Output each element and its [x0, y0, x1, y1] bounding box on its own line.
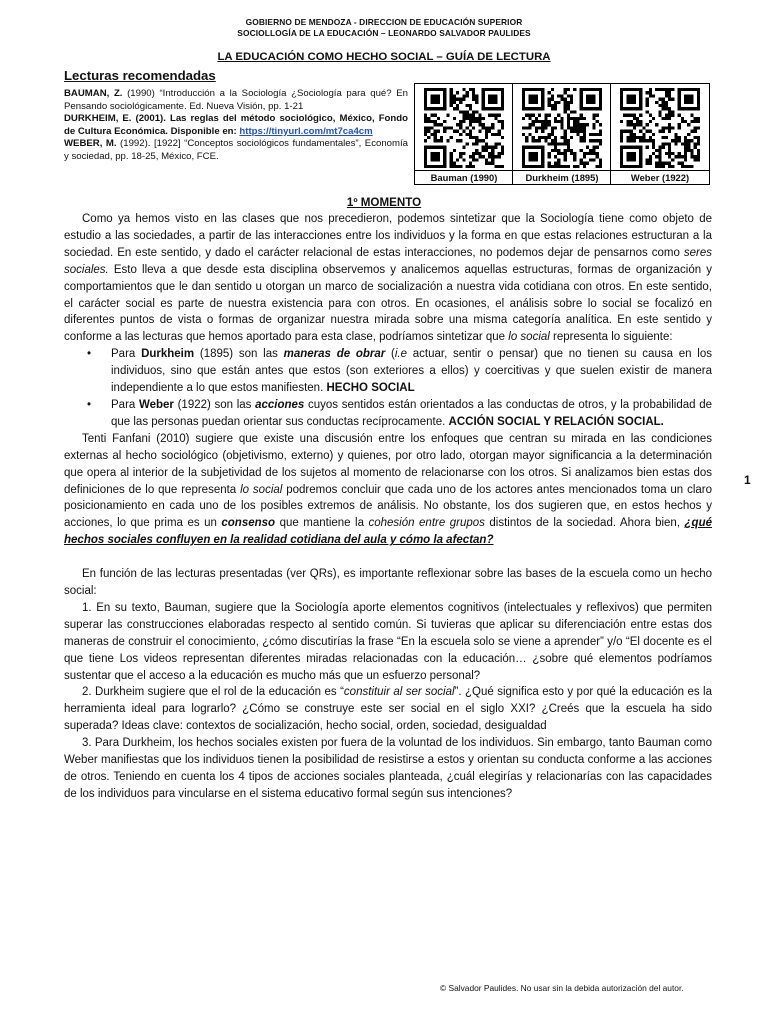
ref-weber: WEBER, M. (1992). [1922] “Conceptos sociológicos fundamentales”, Economía y sociedad, pp. 18-25, México, FCE. [64, 138, 408, 162]
question-3: 3. Para Durkheim, los hechos sociales existen por fuera de la voluntad de los individuos. Sin embargo, tanto Bauman como Weber manifiestas que los individuos tienen la posibilidad de resistirse a estos y orientan su conducta conforme a las acciones de otros. Teniendo en cuenta los 4 tipos de acciones sociales planteada, ¿cuál elegirías y relacionarías con las capacidades de los individuos para vincularse en el sistema educativo formal según sus intenciones? [64, 737, 712, 800]
qr-box-durkheim[interactable] [512, 83, 612, 185]
list-item-durkheim: • Para Durkheim (1895) son las maneras de obrar (i.e actuar, sentir o pensar) que no tienen su causa en los individuos, sino que están antes que estos (son exteriores a ellos) y coercitivas y que suelen existir de manera independiente a lo que estos manifiesten. HECHO SOCIAL [87, 348, 712, 395]
qr-box-bauman[interactable] [414, 83, 514, 185]
qr-caption: Bauman (1990) [415, 170, 513, 184]
footer-copyright: © Salvador Paulides. No usar sin la debida autorización del autor. [440, 983, 684, 993]
paragraph-reflexion: En función de las lecturas presentadas (ver QRs), es importante reflexionar sobre las bases de la escuela como un hecho social: [64, 568, 712, 598]
qr-code-icon [620, 88, 700, 168]
qr-box-weber[interactable] [610, 83, 710, 185]
qr-caption: Durkheim (1895) [513, 170, 611, 184]
ref-bauman: BAUMAN, Z. (1990) “Introducción a la Sociología ¿Sociología para qué? En Pensando sociológicamente. Ed. Nueva Visión, pp. 1-21 [64, 88, 408, 112]
paragraph-intro: Como ya hemos visto en las clases que nos precedieron, podemos sintetizar que la Sociología tiene como objeto de estudio a las sociedades, a partir de las interacciones entre los individuos y la forma en que estas relaciones estructuran a la sociedad. En este sentido, y dado el carácter relacional de estas interacciones, no podemos dejar de pensarnos como seres sociales. Esto lleva a que desde esta disciplina observemos y analicemos aquellas estructuras, formas de organización y comportamientos que le dan sentido u otorgan un marco de socialización a nuestra vida cotidiana con otros. En este sentido, el carácter social es parte de nuestra existencia para con otros. En ocasiones, el análisis sobre lo social se focalizó en diferentes puntos de vista o formas de organizar nuestra mirada sobre una misma categoría analítica. En este sentido y conforme a las lecturas que hemos aportado para esta clase, podríamos sintetizar que lo social representa lo siguiente: [64, 213, 712, 344]
list-item-weber: • Para Weber (1922) son las acciones cuyos sentidos están orientados a las conductas de otros, y la probabilidad de que las personas puedan orientar sus conductas recíprocamente. ACCIÓN SOCIAL Y RELACIÓN SOCIAL. [87, 398, 712, 428]
references [64, 88, 408, 164]
bullet-icon: • [87, 398, 92, 411]
header-line-1: GOBIERNO DE MENDOZA - DIRECCION DE EDUCACIÓN SUPERIOR [245, 17, 523, 27]
paragraph-tenti: Tenti Fanfani (2010) sugiere que existe una discusión entre los enfoques que centran su mirada en las condiciones externas al hecho sociológico (objetivismo, externo) y quienes, por otro lado, otorgan mayor significancia a la determinación que opera al interior de la subjetividad de los sujetos al momento de relacionarse con los otros. Si analizamos bien estas dos definiciones de lo que representa lo social podremos concluir que cada uno de los actores antes mencionados toma un claro posicionamiento en cada uno de los posibles extremos de análisis. No obstante, los dos sugieren que, en estos hechos y acciones, lo que prima es un consenso que mantiene la cohesión entre grupos distintos de la sociedad. Ahora bien, ¿qué hechos sociales confluyen en la realidad cotidiana del aula y cómo la afectan? [64, 432, 712, 547]
durkheim-link[interactable]: https://tinyurl.com/mt7ca4cm [239, 125, 373, 137]
qr-code-icon [424, 88, 504, 168]
qr-caption: Weber (1922) [611, 170, 709, 184]
question-1: 1. En su texto, Bauman, sugiere que la Sociología aporte elementos cognitivos (intelectuales y reflexivos) que permiten superar las construcciones elaboradas respecto al sentido común. Si tuvieras que aplicar su diferenciación entre estas dos maneras de construir el conocimiento, ¿cómo discutirías la frase “En la escuela solo se viene a aprender” y/o “El docente es el que tiene Los videos representan diferentes miradas relacionadas con la educación… ¿sobre qué elementos podríamos sustentar que el acceso a la educación es mucho más que un esfuerzo personal? [64, 601, 712, 682]
lecturas-heading: Lecturas recomendadas [64, 68, 216, 83]
document-body [64, 211, 712, 803]
question-2: 2. Durkheim sugiere que el rol de la educación es “constituir al ser social”. ¿Qué significa esto y por qué la educación es la herramienta ideal para lograrlo? ¿Cómo se construye este ser social en el siglo XXI? ¿Creés que la escuela ha sido superada? Ideas clave: contextos de socialización, hecho social, orden, sociedad, desigualdad [64, 686, 713, 733]
document-title: LA EDUCACIÓN COMO HECHO SOCIAL – GUÍA DE LECTURA [217, 51, 551, 63]
ref-durkheim: DURKHEIM, E. (2001). Las reglas del método sociológico, México, Fondo de Cultura Económica. Disponible en: https://tinyurl.com/mt7ca4cm [64, 113, 408, 137]
section-heading: 1º MOMENTO [346, 196, 422, 209]
qr-code-icon [522, 88, 602, 168]
page-number: 1 [744, 473, 751, 487]
bullet-icon: • [87, 348, 92, 361]
header-line-2: SOCIOLLOGÍA DE LA EDUCACIÓN – LEONARDO SALVADOR PAULIDES [237, 28, 531, 38]
definitions-list [64, 346, 712, 431]
